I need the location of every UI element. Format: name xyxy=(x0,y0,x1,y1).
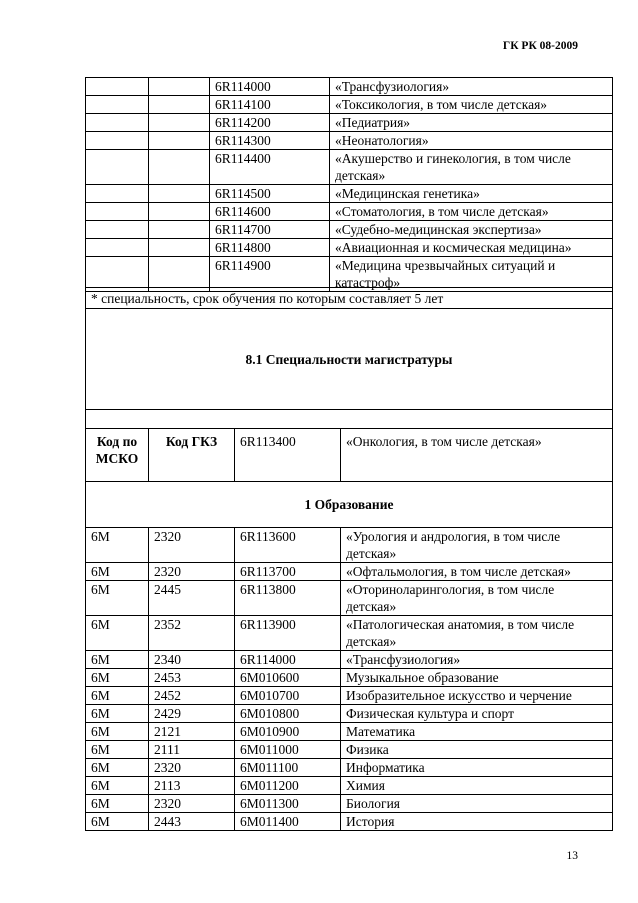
table-row xyxy=(86,795,613,813)
gkz-code: 2320 xyxy=(149,795,235,813)
msko-code: 6M xyxy=(86,581,149,616)
table-row xyxy=(86,239,613,257)
specialty-code: 6R113800 xyxy=(235,581,341,616)
msko-code: 6M xyxy=(86,705,149,723)
specialty-name: «Патологическая анатомия, в том числе детская» xyxy=(341,616,613,651)
specialty-name: Физика xyxy=(341,741,613,759)
msko-code: 6M xyxy=(86,616,149,651)
subsection-title: 1 Образование xyxy=(86,482,613,528)
table-row xyxy=(86,114,613,132)
msko-code: 6M xyxy=(86,687,149,705)
specialty-code: 6R114600 xyxy=(210,203,330,221)
specialty-name: Музыкальное образование xyxy=(341,669,613,687)
specialty-name: «Авиационная и космическая медицина» xyxy=(330,239,613,257)
specialty-name: «Акушерство и гинекология, в том числе детская» xyxy=(330,150,613,185)
specialty-name: Информатика xyxy=(341,759,613,777)
table-row xyxy=(86,705,613,723)
footnote-text: * специальность, срок обучения по которым составляет 5 лет xyxy=(86,288,613,309)
specialty-name: «Урология и андрология, в том числе детская» xyxy=(341,528,613,563)
specialty-name: «Судебно-медицинская экспертиза» xyxy=(330,221,613,239)
msko-code: 6M xyxy=(86,651,149,669)
specialty-code: 6R114100 xyxy=(210,96,330,114)
gkz-code: 2443 xyxy=(149,813,235,831)
masters-specialty-table xyxy=(85,287,613,831)
blank-row xyxy=(86,410,613,429)
specialty-code: 6R114300 xyxy=(210,132,330,150)
specialty-code: 6R114500 xyxy=(210,185,330,203)
section-title: 8.1 Специальности магистратуры xyxy=(86,309,613,410)
specialty-name: «Трансфузиология» xyxy=(330,78,613,96)
page-number: 13 xyxy=(566,850,578,862)
specialty-code: 6R114400 xyxy=(210,150,330,185)
msko-code: 6M xyxy=(86,741,149,759)
msko-code: 6M xyxy=(86,795,149,813)
specialty-table-continued xyxy=(85,77,613,292)
gkz-code: 2452 xyxy=(149,687,235,705)
specialty-name: «Трансфузиология» xyxy=(341,651,613,669)
specialty-code: 6R114700 xyxy=(210,221,330,239)
table-row xyxy=(86,759,613,777)
specialty-name: «Токсикология, в том числе детская» xyxy=(330,96,613,114)
specialty-code: 6M011300 xyxy=(235,795,341,813)
gkz-code: 2121 xyxy=(149,723,235,741)
specialty-code: 6M010800 xyxy=(235,705,341,723)
specialty-code: 6M010900 xyxy=(235,723,341,741)
msko-code: 6M xyxy=(86,813,149,831)
specialty-name: «Стоматология, в том числе детская» xyxy=(330,203,613,221)
column-header-row xyxy=(86,429,613,482)
msko-code: 6M xyxy=(86,723,149,741)
specialty-code: 6M011000 xyxy=(235,741,341,759)
specialty-code: 6M011400 xyxy=(235,813,341,831)
specialty-code: 6M011200 xyxy=(235,777,341,795)
gkz-code: 2320 xyxy=(149,563,235,581)
table-row xyxy=(86,96,613,114)
specialty-code: 6R113600 xyxy=(235,528,341,563)
specialty-name: «Педиатрия» xyxy=(330,114,613,132)
header-code: 6R113400 xyxy=(235,429,341,482)
table-row xyxy=(86,669,613,687)
specialty-code: 6M010700 xyxy=(235,687,341,705)
specialty-code: 6R114800 xyxy=(210,239,330,257)
msko-code: 6M xyxy=(86,669,149,687)
specialty-name: «Офтальмология, в том числе детская» xyxy=(341,563,613,581)
gkz-code: 2113 xyxy=(149,777,235,795)
gkz-code: 2453 xyxy=(149,669,235,687)
gkz-code: 2429 xyxy=(149,705,235,723)
specialty-code: 6R114900 xyxy=(210,257,330,292)
msko-code: 6M xyxy=(86,563,149,581)
table-row xyxy=(86,221,613,239)
specialty-code: 6M010600 xyxy=(235,669,341,687)
table-row xyxy=(86,132,613,150)
specialty-name: «Неонатология» xyxy=(330,132,613,150)
subsection-row xyxy=(86,482,613,528)
table-row xyxy=(86,813,613,831)
specialty-name: История xyxy=(341,813,613,831)
table-row xyxy=(86,581,613,616)
specialty-code: 6M011100 xyxy=(235,759,341,777)
gkz-code: 2340 xyxy=(149,651,235,669)
table-row xyxy=(86,777,613,795)
specialty-name: «Оториноларингология, в том числе детская» xyxy=(341,581,613,616)
specialty-name: Химия xyxy=(341,777,613,795)
gkz-code: 2111 xyxy=(149,741,235,759)
specialty-name: Изобразительное искусство и черчение xyxy=(341,687,613,705)
specialty-code: 6R114200 xyxy=(210,114,330,132)
table-row xyxy=(86,651,613,669)
table-row xyxy=(86,185,613,203)
table-row xyxy=(86,687,613,705)
specialty-code: 6R114000 xyxy=(235,651,341,669)
gkz-code: 2445 xyxy=(149,581,235,616)
table-row xyxy=(86,528,613,563)
specialty-code: 6R113700 xyxy=(235,563,341,581)
table-row xyxy=(86,78,613,96)
footnote-row xyxy=(86,288,613,309)
specialty-name: «Медицина чрезвычайных ситуаций и катастроф» xyxy=(330,257,613,292)
table-row xyxy=(86,150,613,185)
table-row xyxy=(86,616,613,651)
gkz-code: 2352 xyxy=(149,616,235,651)
table-row xyxy=(86,723,613,741)
header-msko: Код по МСКО xyxy=(86,429,149,482)
table-row xyxy=(86,563,613,581)
specialty-name: «Медицинская генетика» xyxy=(330,185,613,203)
specialty-name: Биология xyxy=(341,795,613,813)
table-row xyxy=(86,203,613,221)
section-row xyxy=(86,309,613,410)
specialty-name: Математика xyxy=(341,723,613,741)
msko-code: 6M xyxy=(86,528,149,563)
msko-code: 6M xyxy=(86,759,149,777)
gkz-code: 2320 xyxy=(149,759,235,777)
msko-code: 6M xyxy=(86,777,149,795)
specialty-code: 6R113900 xyxy=(235,616,341,651)
specialty-code: 6R114000 xyxy=(210,78,330,96)
header-name: «Онкология, в том числе детская» xyxy=(341,429,613,482)
table-row xyxy=(86,741,613,759)
specialty-name: Физическая культура и спорт xyxy=(341,705,613,723)
document-code: ГК РК 08-2009 xyxy=(502,40,578,52)
gkz-code: 2320 xyxy=(149,528,235,563)
header-gkz: Код ГКЗ xyxy=(149,429,235,482)
